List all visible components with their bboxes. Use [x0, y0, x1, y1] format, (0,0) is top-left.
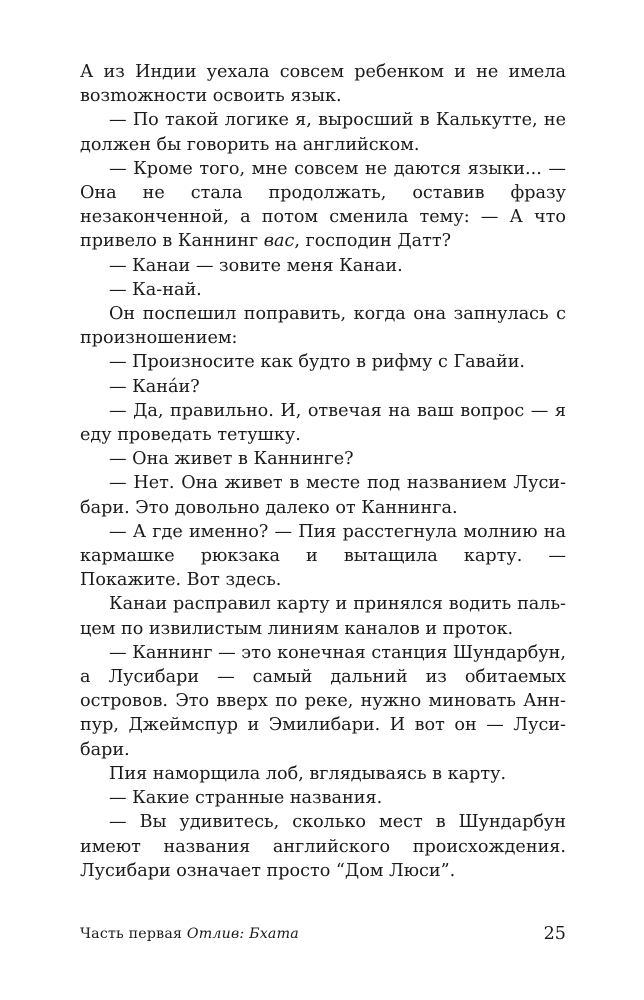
paragraph-4: — Канаи — зовите меня Канаи.	[109, 255, 403, 276]
paragraph-13: Канаи расправил карту и принялся водить пальцем по извилистым линиям каналов и проток.	[80, 594, 566, 639]
paragraph-7: — Произносите как будто в рифму с Гавайи.	[109, 352, 526, 373]
page-footer	[80, 924, 566, 950]
paragraph-9: — Да, правильно. И, отвечая на ваш вопрос — я еду проведать тетушку.	[80, 400, 566, 446]
paragraph-6: Он поспешил поправить, когда она запнулась с произношением:	[80, 304, 566, 349]
paragraph-8: — Канáи?	[109, 376, 200, 397]
page-body	[80, 60, 566, 883]
paragraph-14: — Каннинг — это конечная станция Шундарбун, а Лусибари — самый дальний из обитаемых островов. Это вверх по реке, нужно миновать Аннпур, Джеймспур и Эмилибари. И вот он — Лусибари.	[80, 642, 566, 760]
running-head	[80, 926, 299, 942]
paragraph-2: — По такой логике я, выросший в Калькутте, не должен бы говорить на английском.	[80, 110, 566, 155]
page-number: 25	[543, 924, 566, 944]
paragraph-3-tail: , господин Датт?	[294, 231, 452, 252]
paragraph-15: Пия наморщила лоб, вглядываясь в карту.	[109, 763, 507, 784]
paragraph-3	[80, 157, 566, 254]
paragraph-11: — Нет. Она живет в месте под названием Лусибари. Это довольно далеко от Каннинга.	[80, 473, 566, 518]
paragraph-17: — Вы удивитесь, сколько мест в Шундарбун имеют названия английского происхождения. Лусибари означает просто “Дом Люси”.	[80, 812, 566, 881]
paragraph-10: — Она живет в Каннинге?	[109, 449, 354, 470]
paragraph-1: А из Индии уехала совсем ребенком и не имела возmожности освоить язык.	[80, 62, 566, 107]
paragraph-12: — А где именно? — Пия расстегнула молнию на кармашке рюкзака и вытащила карту. — Покажите. Вот здесь.	[80, 521, 566, 591]
running-head-section: Отлив: Бхата	[186, 926, 299, 942]
paragraph-5: — Ка-най.	[109, 279, 202, 300]
running-head-part: Часть первая	[80, 926, 183, 942]
paragraph-3-text: — Кроме того, мне совсем не даются языки... — Она не стала продолжать, оставив фразу незаконченной, а потом сменила тему: — А что привело в Каннинг	[80, 158, 566, 252]
paragraph-16: — Какие странные названия.	[109, 788, 383, 809]
paragraph-3-emphasis: вас	[263, 231, 295, 252]
